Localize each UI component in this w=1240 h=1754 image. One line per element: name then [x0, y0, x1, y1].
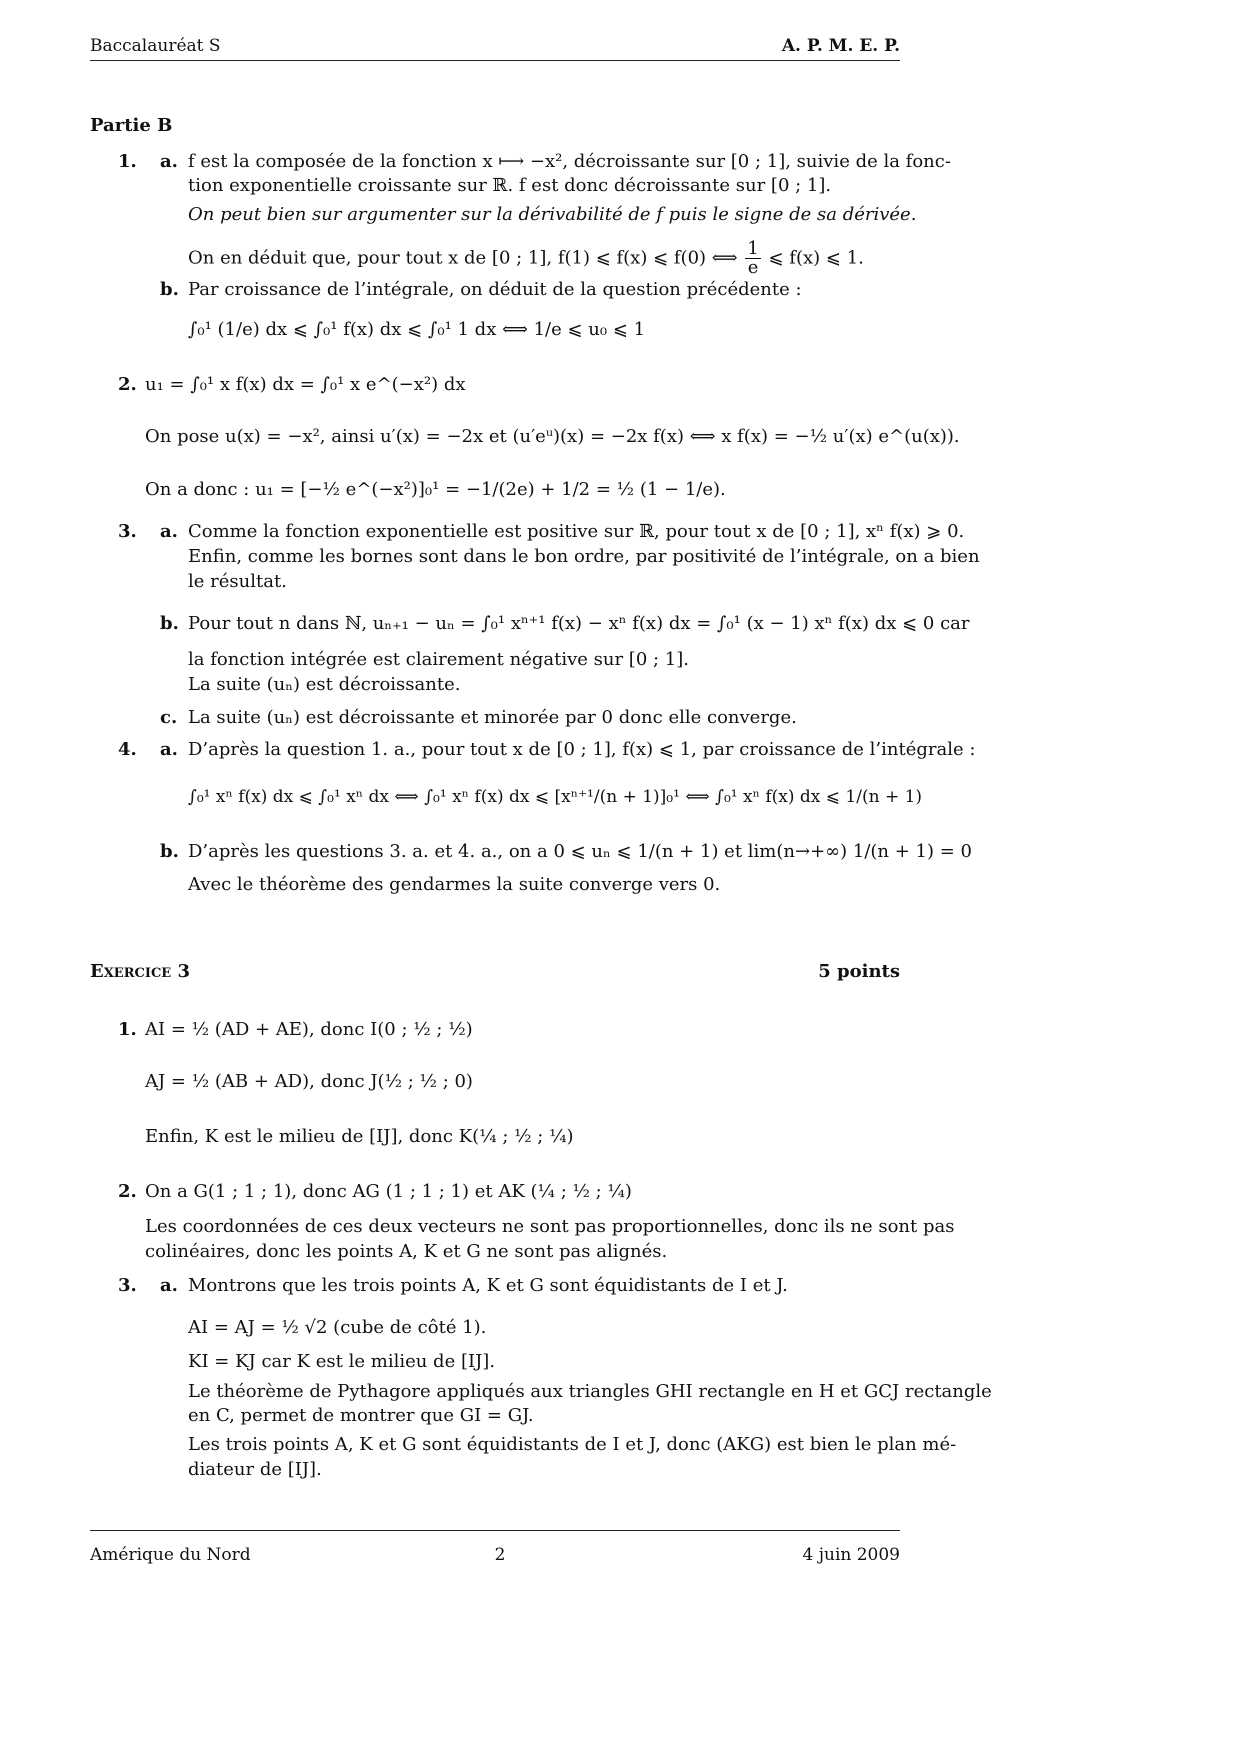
- question-number: 1.: [118, 1019, 137, 1040]
- exercise-points: 5 points: [818, 961, 900, 982]
- text-line: tion exponentielle croissante sur ℝ. f est donc décroissante sur [0 ; 1].: [188, 175, 832, 196]
- subquestion-label: c.: [160, 707, 178, 728]
- text-line: colinéaires, donc les points A, K et G ne sont pas alignés.: [145, 1241, 668, 1262]
- text-line: f est la composée de la fonction x ⟼ −x², décroissante sur [0 ; 1], suivie de la fonc-: [188, 151, 951, 172]
- math-line: On pose u(x) = −x², ainsi u′(x) = −2x et (u′eᵘ)(x) = −2x f(x) ⟺ x f(x) = −½ u′(x) e^(u(x)).: [145, 426, 960, 447]
- subquestion-label: a.: [160, 521, 178, 542]
- text-line: le résultat.: [188, 571, 287, 592]
- math-line: AI = AJ = ½ √2 (cube de côté 1).: [188, 1317, 487, 1338]
- question-number: 4.: [118, 739, 137, 760]
- text-line: Le théorème de Pythagore appliqués aux triangles GHI rectangle en H et GCJ rectangle: [188, 1381, 992, 1402]
- text-line: Avec le théorème des gendarmes la suite converge vers 0.: [188, 874, 721, 895]
- text-line: Enfin, comme les bornes sont dans le bon ordre, par positivité de l’intégrale, on a bien: [188, 546, 980, 567]
- text-line: diateur de [IJ].: [188, 1459, 322, 1480]
- subquestion-label: b.: [160, 279, 179, 300]
- text-line: Par croissance de l’intégrale, on déduit de la question précédente :: [188, 279, 802, 300]
- text-line: Montrons que les trois points A, K et G sont équidistants de I et J.: [188, 1275, 788, 1296]
- italic-remark: On peut bien sur argumenter sur la dérivabilité de f puis le signe de sa dérivée.: [188, 204, 917, 225]
- question-number: 2.: [118, 1181, 137, 1202]
- text-line: la fonction intégrée est clairement négative sur [0 ; 1].: [188, 649, 689, 670]
- question-number: 3.: [118, 1275, 137, 1296]
- subquestion-label: a.: [160, 739, 178, 760]
- fraction: $\frac{1}{e}$: [747, 238, 759, 278]
- math-line: AJ = ½ (AB + AD), donc J(½ ; ½ ; 0): [145, 1071, 473, 1092]
- page-number: 2: [494, 1545, 506, 1565]
- footer-left: Amérique du Nord: [90, 1545, 251, 1565]
- header-rule: [90, 60, 900, 61]
- text-line: D’après la question 1. a., pour tout x de [0 ; 1], f(x) ⩽ 1, par croissance de l’intégrale :: [188, 739, 976, 760]
- subquestion-label: b.: [160, 841, 179, 862]
- math-line: Pour tout n dans ℕ, uₙ₊₁ − uₙ = ∫₀¹ xⁿ⁺¹ f(x) − xⁿ f(x) dx = ∫₀¹ (x − 1) xⁿ f(x) dx ⩽ 0 car: [188, 613, 970, 634]
- math-line: ∫₀¹ xⁿ f(x) dx ⩽ ∫₀¹ xⁿ dx ⟺ ∫₀¹ xⁿ f(x) dx ⩽ [xⁿ⁺¹/(n + 1)]₀¹ ⟺ ∫₀¹ xⁿ f(x) dx ⩽ 1/(n + 1): [188, 787, 923, 807]
- math-line: ∫₀¹ (1/e) dx ⩽ ∫₀¹ f(x) dx ⩽ ∫₀¹ 1 dx ⟺ 1/e ⩽ u₀ ⩽ 1: [188, 319, 646, 340]
- header-right: A. P. M. E. P.: [781, 36, 900, 56]
- text-line: Comme la fonction exponentielle est positive sur ℝ, pour tout x de [0 ; 1], xⁿ f(x) ⩾ 0.: [188, 521, 965, 542]
- text-line: La suite (uₙ) est décroissante et minorée par 0 donc elle converge.: [188, 707, 797, 728]
- exercise-title: Exercice 3: [90, 961, 190, 982]
- text-line: KI = KJ car K est le milieu de [IJ].: [188, 1351, 496, 1372]
- text-fragment: On en déduit que, pour tout x de [0 ; 1], f(1) ⩽ f(x) ⩽ f(0) ⟺: [188, 247, 738, 269]
- footer-rule: [90, 1530, 900, 1531]
- text-line: Les trois points A, K et G sont équidistants de I et J, donc (AKG) est bien le plan mé-: [188, 1434, 957, 1455]
- subquestion-label: b.: [160, 613, 179, 634]
- math-line: [188, 240, 864, 277]
- text-line: Les coordonnées de ces deux vecteurs ne sont pas proportionnelles, donc ils ne sont pas: [145, 1216, 955, 1237]
- math-line: On a G(1 ; 1 ; 1), donc AG (1 ; 1 ; 1) et AK (¼ ; ½ ; ¼): [145, 1181, 632, 1202]
- section-title: Partie B: [90, 115, 173, 136]
- math-line: Enfin, K est le milieu de [IJ], donc K(¼ ; ½ ; ¼): [145, 1126, 574, 1147]
- text-fragment: ⩽ f(x) ⩽ 1.: [768, 247, 864, 269]
- math-line: u₁ = ∫₀¹ x f(x) dx = ∫₀¹ x e^(−x²) dx: [145, 374, 466, 395]
- footer-right: 4 juin 2009: [802, 1545, 900, 1565]
- question-number: 1.: [118, 151, 137, 172]
- header-left: Baccalauréat S: [90, 36, 221, 56]
- math-line: AI = ½ (AD + AE), donc I(0 ; ½ ; ½): [145, 1019, 473, 1040]
- question-number: 3.: [118, 521, 137, 542]
- math-line: D’après les questions 3. a. et 4. a., on a 0 ⩽ uₙ ⩽ 1/(n + 1) et lim(n→+∞) 1/(n + 1) = 0: [188, 841, 973, 862]
- question-number: 2.: [118, 374, 137, 395]
- math-line: On a donc : u₁ = [−½ e^(−x²)]₀¹ = −1/(2e) + 1/2 = ½ (1 − 1/e).: [145, 479, 726, 500]
- text-line: en C, permet de montrer que GI = GJ.: [188, 1405, 534, 1426]
- text-line: La suite (uₙ) est décroissante.: [188, 674, 461, 695]
- subquestion-label: a.: [160, 151, 178, 172]
- subquestion-label: a.: [160, 1275, 178, 1296]
